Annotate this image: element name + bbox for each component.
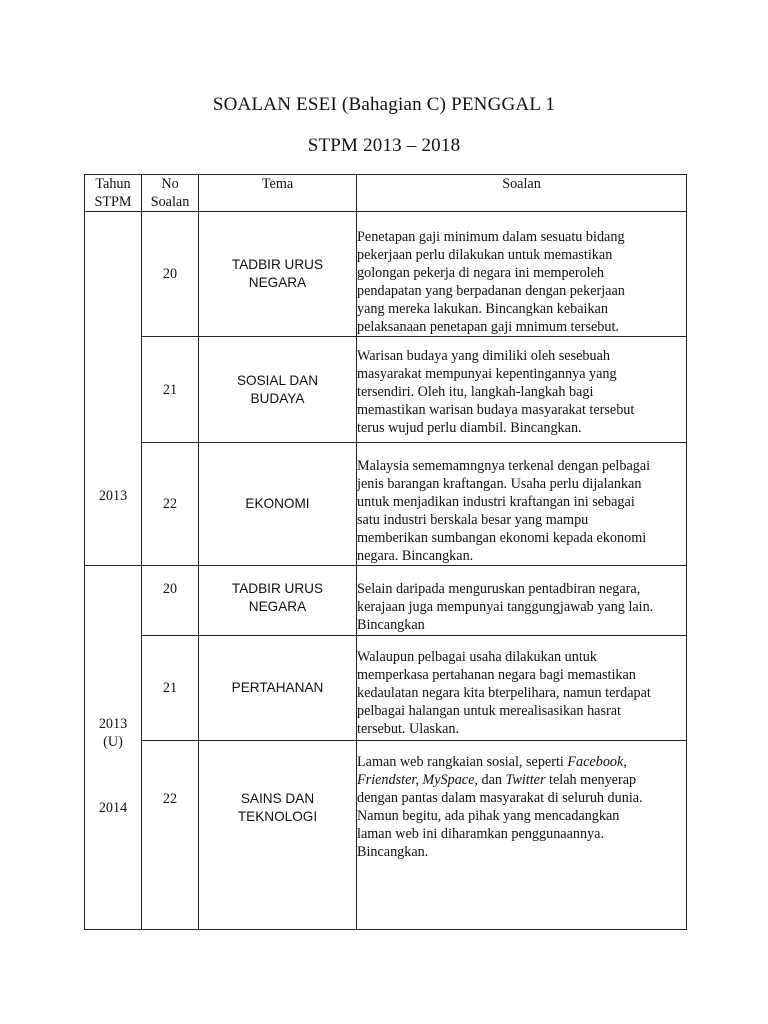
year-line: (U) <box>103 734 123 750</box>
question-text <box>357 636 687 741</box>
question-line: terus wujud perlu diambil. Bincangkan. <box>357 420 582 436</box>
header-no-line2: Soalan <box>150 194 190 210</box>
question-line: jenis barangan kraftangan. Usaha perlu dijalankan <box>357 476 642 492</box>
question-line: tersebut. Ulaskan. <box>357 721 460 737</box>
question-line: Bincangkan <box>357 617 425 633</box>
theme-cell <box>199 636 357 741</box>
theme-cell <box>199 443 357 566</box>
question-line: Malaysia sememamngnya terkenal dengan pelbagai <box>357 458 651 474</box>
question-segment: telah menyerap <box>545 772 637 788</box>
year-cell-2013u-2014 <box>85 566 142 930</box>
question-line: Walaupun pelbagai usaha dilakukan untuk <box>357 649 597 665</box>
table-row <box>85 443 687 566</box>
header-soalan: Soalan <box>357 175 687 212</box>
question-text <box>357 443 687 566</box>
question-number: 20 <box>142 566 199 636</box>
question-number: 21 <box>142 636 199 741</box>
question-line <box>357 771 686 789</box>
header-no-line1: No <box>161 176 179 192</box>
question-line <box>357 753 686 771</box>
question-line: memberikan sumbangan ekonomi kepada ekonomi <box>357 530 647 546</box>
header-tahun-line1: Tahun <box>95 176 131 192</box>
question-line: kedaulatan negara kita bterpelihara, namun terdapat <box>357 685 651 701</box>
header-no-soalan <box>142 175 199 212</box>
document-title: SOALAN ESEI (Bahagian C) PENGGAL 1 <box>212 94 556 115</box>
question-line: memastikan warisan budaya masyarakat tersebut <box>357 402 635 418</box>
question-line: memperkasa pertahanan negara bagi memastikan <box>357 667 636 683</box>
question-number: 22 <box>142 443 199 566</box>
theme-line: NEGARA <box>248 275 307 290</box>
question-line: pendapatan yang berpadanan dengan pekerjaan <box>357 283 625 299</box>
question-segment: dan <box>477 772 506 788</box>
theme-cell <box>199 741 357 930</box>
header-tahun-stpm <box>85 175 142 212</box>
question-line: Warisan budaya yang dimiliki oleh sesebuah <box>357 348 610 364</box>
theme-line: EKONOMI <box>245 496 310 511</box>
theme-line: NEGARA <box>248 599 307 614</box>
question-segment-italic: Friendster, MySpace, <box>357 772 478 788</box>
question-line: pelaksanaan penetapan gaji mnimum tersebut. <box>357 319 619 335</box>
header-tema: Tema <box>199 175 357 212</box>
theme-line: TEKNOLOGI <box>237 809 318 824</box>
theme-line: SAINS DAN <box>240 791 315 806</box>
year-line: 2013 <box>98 716 128 732</box>
table-row <box>85 337 687 443</box>
question-line: Bincangkan. <box>357 844 429 860</box>
question-line: untuk menjadikan industri kraftangan ini sebagai <box>357 494 635 510</box>
question-line: tersendiri. Oleh itu, langkah-langkah bagi <box>357 384 594 400</box>
question-line: Namun begitu, ada pihak yang mencadangkan <box>357 808 620 824</box>
question-number: 21 <box>142 337 199 443</box>
table-row <box>85 741 687 930</box>
theme-line: TADBIR URUS <box>231 257 324 272</box>
question-text <box>357 212 687 337</box>
table-row <box>85 212 687 337</box>
question-line: yang mereka lakukan. Bincangkan kebaikan <box>357 301 608 317</box>
table-row <box>85 636 687 741</box>
theme-line: SOSIAL DAN <box>236 372 319 388</box>
question-line: golongan pekerja di negara ini memperoleh <box>357 265 605 281</box>
question-segment-italic: Twitter <box>505 772 546 788</box>
question-text <box>357 741 687 930</box>
question-line: satu industri berskala besar yang mampu <box>357 512 589 528</box>
question-number: 20 <box>142 212 199 337</box>
question-line: Penetapan gaji minimum dalam sesuatu bidang <box>357 229 625 245</box>
theme-cell <box>199 337 357 443</box>
table-row <box>85 566 687 636</box>
questions-table <box>84 174 687 930</box>
question-text <box>357 337 687 443</box>
theme-line: BUDAYA <box>250 390 305 406</box>
question-line: masyarakat mempunyai kepentingannya yang <box>357 366 617 382</box>
header-tahun-line2: STPM <box>94 194 132 210</box>
question-line: pekerjaan perlu dilakukan untuk memastikan <box>357 247 613 263</box>
theme-cell <box>199 566 357 636</box>
question-number: 22 <box>142 741 199 930</box>
question-text <box>357 566 687 636</box>
question-line: Selain daripada menguruskan pentadbiran negara, <box>357 581 641 597</box>
question-line: laman web ini diharamkan penggunaannya. <box>357 826 605 842</box>
year-label <box>85 715 141 751</box>
theme-cell <box>199 212 357 337</box>
year-label: 2013 <box>98 488 128 504</box>
theme-line: PERTAHANAN <box>231 680 324 695</box>
question-line: kerajaan juga mempunyai tanggungjawab yang lain. <box>357 599 654 615</box>
year-label: 2014 <box>98 800 128 816</box>
question-line: dengan pantas dalam masyarakat di seluruh dunia. <box>357 790 643 806</box>
document-subtitle: STPM 2013 – 2018 <box>307 135 461 156</box>
question-segment: Laman web rangkaian sosial, seperti <box>357 754 568 770</box>
table-header-row <box>85 175 687 212</box>
question-line: negara. Bincangkan. <box>357 548 474 564</box>
year-cell-2013 <box>85 212 142 566</box>
theme-line: TADBIR URUS <box>231 581 324 596</box>
question-segment-italic: Facebook, <box>567 754 627 770</box>
question-line: pelbagai halangan untuk merealisasikan hasrat <box>357 703 621 719</box>
